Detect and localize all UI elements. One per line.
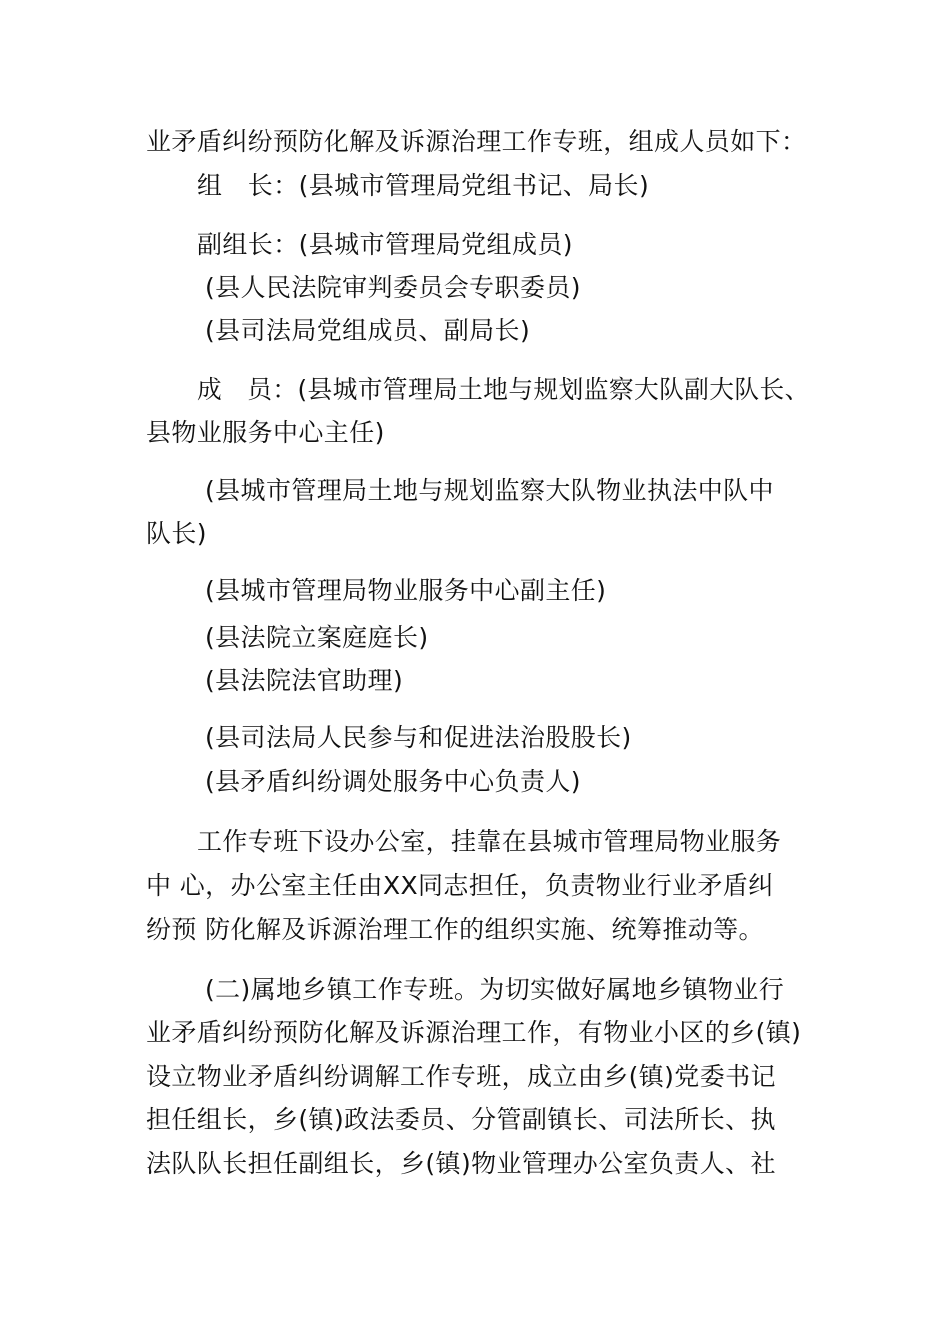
text-line: 业矛盾纠纷预防化解及诉源治理工作，有物业小区的乡(镇) xyxy=(146,1018,802,1047)
text-line: 队长) xyxy=(146,519,207,548)
text-line: 设立物业矛盾纠纷调解工作专班，成立由乡(镇)党委书记 xyxy=(146,1062,776,1091)
text-line: (县矛盾纠纷调处服务中心负责人) xyxy=(205,767,581,796)
text-line: (县城市管理局土地与规划监察大队物业执法中队中 xyxy=(205,476,774,505)
text-line: (县司法局人民参与和促进法治股股长) xyxy=(205,723,632,752)
text-line: 副组长：(县城市管理局党组成员) xyxy=(197,230,573,259)
text-line: 县物业服务中心主任) xyxy=(146,418,385,447)
text-line: (县法院法官助理) xyxy=(205,666,404,695)
text-line: 中 心，办公室主任由XX同志担任，负责物业行业矛盾纠 xyxy=(146,871,774,900)
text-line: 组 长：(县城市管理局党组书记、局长) xyxy=(197,171,650,200)
text-line: 担任组长，乡(镇)政法委员、分管副镇长、司法所长、执 xyxy=(146,1105,776,1134)
text-line: (二)属地乡镇工作专班。为切实做好属地乡镇物业行 xyxy=(205,975,785,1004)
text-line: 成 员：(县城市管理局土地与规划监察大队副大队长、 xyxy=(197,375,810,404)
text-line: 业矛盾纠纷预防化解及诉源治理工作专班，组成人员如下： xyxy=(146,127,807,156)
text-line: (县城市管理局物业服务中心副主任) xyxy=(205,576,607,605)
text-line: 法队队长担任副组长，乡(镇)物业管理办公室负责人、社 xyxy=(146,1149,776,1178)
text-line: (县人民法院审判委员会专职委员) xyxy=(205,273,581,302)
text-line: 工作专班下设办公室，挂靠在县城市管理局物业服务 xyxy=(197,827,782,856)
text-line: 纷预 防化解及诉源治理工作的组织实施、统筹推动等。 xyxy=(146,915,764,944)
text-line: (县司法局党组成员、副局长) xyxy=(205,316,531,345)
text-line: (县法院立案庭庭长) xyxy=(205,623,429,652)
